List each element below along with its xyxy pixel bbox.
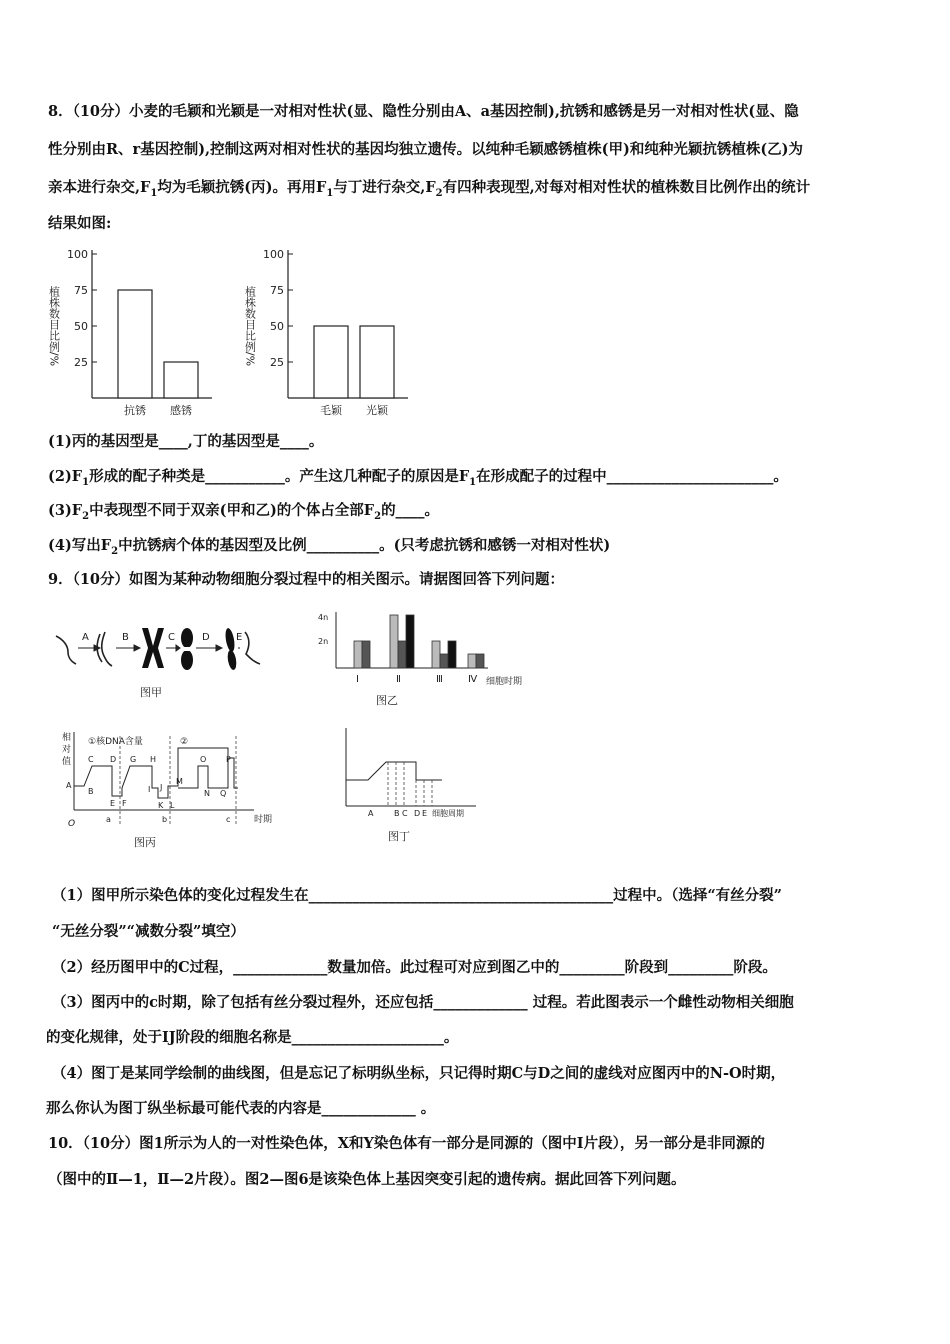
q9-sub-1a: （1）图甲所示染色体的变化过程发生在__________________________________________过程中。（选择“有丝分裂”: [52, 887, 783, 904]
chart-category-label: 光颖: [366, 404, 388, 417]
bar-i-1: [354, 641, 362, 668]
chart-bar: [118, 290, 152, 398]
stage-iv-label: Ⅳ: [468, 674, 478, 685]
bar-ii-2: [398, 641, 406, 668]
figure-ding-caption: 图丁: [388, 830, 410, 843]
point-q: Q: [220, 789, 227, 798]
q9-sub-4b: 那么你认为图丁纵坐标最可能代表的内容是_____________ 。: [46, 1100, 436, 1117]
point-m: M: [176, 777, 183, 786]
figure-yi-xlabel: 细胞时期: [486, 677, 523, 687]
figure-bing-xlabel: 时期: [254, 815, 273, 825]
period-a: a: [106, 815, 111, 824]
stage-ii-label: Ⅱ: [396, 674, 401, 685]
bar-iii-2: [440, 654, 448, 668]
q8-sub-3: $(3)F_2$中表现型不同于双亲(甲和乙)的个体占全部$F_2$的____。: [48, 502, 440, 522]
bar-chart-glume: [244, 248, 409, 417]
bar-ii-3: [406, 615, 414, 668]
point-a: A: [66, 781, 72, 790]
figure-bing-caption: 图丙: [134, 836, 156, 849]
point-d: D: [110, 755, 117, 764]
ylabel-char-3: 值: [62, 757, 72, 767]
chart-ytick-label: 50: [270, 320, 284, 333]
chart-ytick-label: 100: [263, 248, 284, 261]
point-o: O: [200, 755, 207, 764]
chromosome-b-shape: [102, 632, 112, 666]
chart-category-label: 毛颖: [320, 404, 342, 417]
stage-i-label: Ⅰ: [356, 674, 359, 685]
figure-yi-caption: 图乙: [376, 694, 398, 707]
bar-ii-1: [390, 615, 398, 668]
q9-sub-1b: “无丝分裂”“减数分裂”填空）: [52, 923, 245, 940]
point-g: G: [130, 755, 137, 764]
period-c-label: C: [402, 809, 408, 818]
bar-iv-1: [468, 654, 476, 668]
chart-bar: [360, 326, 394, 398]
q8-line-1: 8．（10分）小麦的毛颖和光颖是一对相对性状(显、隐性分别由A、a基因控制),抗锈和感锈是另一对相对性状(显、隐: [48, 103, 799, 120]
bar-chart-rust: [48, 248, 213, 417]
legend-2: ②: [180, 737, 189, 747]
point-n: N: [204, 789, 210, 798]
bar-iii-1: [432, 641, 440, 668]
origin-label: O: [68, 819, 76, 829]
step-c-label: C: [168, 632, 175, 643]
chart-bar: [314, 326, 348, 398]
chart-ytick-label: 100: [67, 248, 88, 261]
ytick-4n: 4n: [318, 613, 329, 622]
chart-ytick-label: 25: [270, 356, 284, 369]
period-b-label: B: [394, 809, 400, 818]
q9-sub-2: （2）经历图甲中的C过程，_____________数量加倍。此过程可对应到图乙中的_________阶段到_________阶段。: [52, 959, 777, 976]
chart-ylabel: 植株数目比例/%: [47, 285, 61, 367]
q10-line-2: （图中的Ⅱ—1，Ⅱ—2片段）。图2—图6是该染色体上基因突变引起的遗传病。据此回答下列问题。: [48, 1171, 686, 1188]
period-e-label: E: [422, 809, 428, 818]
point-e: E: [110, 799, 116, 808]
figure-ding: [336, 722, 496, 850]
bar-iii-3: [448, 641, 456, 668]
chart-ytick-label: 25: [74, 356, 88, 369]
period-a-label: A: [368, 809, 374, 818]
point-l: L: [170, 801, 175, 810]
q9-sub-3a: （3）图丙中的c时期，除了包括有丝分裂过程外，还应包括_____________ 过程。若此图表示一个雌性动物相关细胞: [52, 994, 794, 1011]
period-d-label: D: [414, 809, 421, 818]
chromosome-a-shape: [56, 636, 76, 664]
q8-line-3: 亲本进行杂交$,F_1$均为毛颖抗锈(丙)。再用$F_1$与丁进行杂交$,F_2$有四种表现型,对每对相对性状的植株数目比例作出的统计: [48, 179, 811, 199]
point-k: K: [158, 801, 164, 810]
point-c: C: [88, 755, 94, 764]
q9-sub-4a: （4）图丁是某同学绘制的曲线图，但是忘记了标明纵坐标，只记得时期C与D之间的虚线对应图丙中的N-O时期，: [52, 1065, 786, 1082]
ylabel-char-1: 相: [62, 733, 72, 743]
step-d-label: D: [202, 632, 210, 643]
bar-iv-2: [476, 654, 484, 668]
q8-sub-2: $(2)F_1$形成的配子种类是___________。产生这几种配子的原因是$F_1$在形成配子的过程中_______________________。: [48, 468, 788, 488]
bar-i-2: [362, 641, 370, 668]
chart-ytick-label: 50: [74, 320, 88, 333]
figure-jia: [50, 618, 280, 708]
chromosome-e-shape: [245, 632, 260, 664]
q8-bar-charts: [44, 246, 424, 424]
ytick-2n: 2n: [318, 637, 329, 646]
q9-title: 9．（10分）如图为某种动物细胞分裂过程中的相关图示。请据图回答下列问题：: [48, 571, 565, 588]
chart-category-label: 抗锈: [124, 404, 146, 417]
chart-ytick-label: 75: [74, 284, 88, 297]
period-b: b: [162, 815, 168, 824]
point-j: J: [160, 783, 163, 792]
figure-bing: [58, 726, 278, 856]
q8-sub-1: (1)丙的基因型是____,丁的基因型是____。: [48, 433, 324, 450]
chart-ytick-label: 75: [270, 284, 284, 297]
step-e-label: E: [236, 632, 243, 643]
stage-iii-label: Ⅲ: [436, 674, 443, 685]
chart-ylabel: 植株数目比例/%: [243, 285, 257, 367]
q8-line-4: 结果如图:: [48, 215, 112, 232]
point-f: F: [122, 799, 127, 808]
figure-yi: [310, 604, 540, 714]
q8-line-2: 性分别由R、r基因控制),控制这两对相对性状的基因均独立遗传。以纯种毛颖感锈植株(甲)和纯种光颖抗锈植株(乙)为: [48, 141, 804, 158]
figure-ding-xlabel: 细胞周期: [432, 809, 464, 818]
point-p: P: [226, 755, 231, 764]
step-a-label: A: [82, 632, 89, 643]
legend-dna: ①核DNA含量: [88, 737, 143, 747]
point-h: H: [150, 755, 157, 764]
chart-category-label: 感锈: [170, 404, 192, 417]
period-c: c: [226, 815, 231, 824]
chart-bar: [164, 362, 198, 398]
point-i: I: [148, 785, 151, 794]
q8-sub-4: (4)写出$F_2$中抗锈病个体的基因型及比例__________。(只考虑抗锈和感锈一对相对性状): [48, 537, 611, 557]
step-b-label: B: [122, 632, 129, 643]
figure-jia-caption: 图甲: [140, 686, 162, 699]
q9-sub-3b: 的变化规律，处于IJ阶段的细胞名称是_____________________。: [46, 1029, 459, 1046]
ylabel-char-2: 对: [62, 745, 72, 755]
chromosome-x-shape: [142, 628, 164, 668]
point-b: B: [88, 787, 94, 796]
q10-line-1: 10．（10分）图1所示为人的一对性染色体，X和Y染色体有一部分是同源的（图中Ⅰ片段），另一部分是非同源的: [48, 1135, 765, 1152]
